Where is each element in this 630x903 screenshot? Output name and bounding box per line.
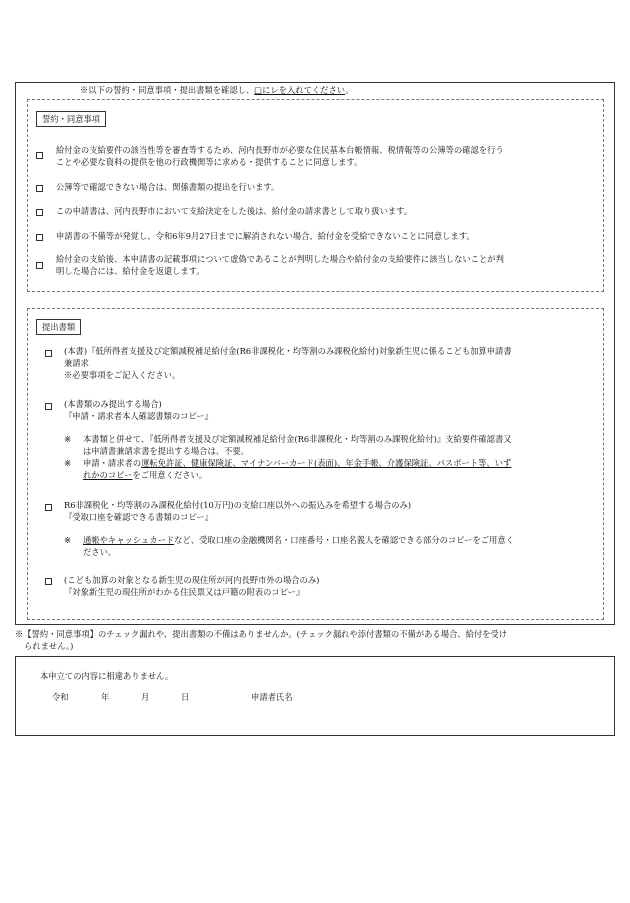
document-item-1-line1: (本書)『低所得者支援及び定額減税補足給付金(R6非課税化・均等割のみ課税化給付)対象新生児に係るこども加算申請書 xyxy=(64,346,512,356)
document-item-3-line1: R6非課税化・均等割のみ課税化給付(10万円)の支給口座以外への振込みを希望する場合のみ) xyxy=(64,500,412,510)
signature-statement: 本申立ての内容に相違ありません。 xyxy=(40,671,174,681)
document-checkbox-2[interactable] xyxy=(45,403,52,410)
consent-item-5 xyxy=(56,253,604,277)
document-item-3-note-line2: ださい。 xyxy=(83,547,117,558)
document-checkbox-3[interactable] xyxy=(45,504,52,511)
consent-item-1-line2: ことや必要な資料の提供を他の行政機関等に求める・提供することに同意します。 xyxy=(56,157,363,168)
document-item-4-line1: (こども加算の対象となる新生児の現住所が河内長野市外の場合のみ) xyxy=(64,575,320,585)
document-item-3-note-line1 xyxy=(83,534,603,546)
instruction-underlined: □にレを入れてください xyxy=(254,85,346,95)
consent-title: 誓約・同意事項 xyxy=(36,111,106,127)
document-item-4-line2: 『対象新生児の現住所がわかる住民票又は戸籍の附表のコピー』 xyxy=(64,587,305,598)
consent-item-1 xyxy=(56,144,604,168)
document-item-1-line2: 兼請求 xyxy=(64,358,89,369)
document-item-2-note-1 xyxy=(83,433,603,457)
note-mark-2a: ※ xyxy=(64,434,71,444)
document-item-2-line1: (本書類のみ提出する場合) xyxy=(64,399,162,409)
document-item-2-note-2a xyxy=(83,457,603,469)
applicant-name-label: 申請者氏名 xyxy=(251,692,293,702)
footnote-line2: られません。) xyxy=(24,641,74,652)
consent-item-3: この申請書は、河内長野市において支給決定をした後は、給付金の請求書として取り扱います。 xyxy=(56,206,413,216)
document-item-3-line2: 『受取口座を確認できる書類のコピー』 xyxy=(64,512,214,523)
document-item-1 xyxy=(64,345,602,381)
footnote-line1: ※【誓約・同意事項】のチェック漏れや、提出書類の不備はありませんか。(チェック漏れや添付書類の不備がある場合、給付を受け xyxy=(15,629,508,639)
document-item-2-note-2b xyxy=(83,469,603,481)
note-2a-underlined: 運転免許証、健康保険証、マイナンバーカード(表面)、年金手帳、介護保険証、パスポート等、いず xyxy=(141,458,512,468)
consent-item-4: 申請書の不備等が発覚し、令和6年9月27日までに解消されない場合、給付金を受給できないことに同意します。 xyxy=(56,231,475,241)
instruction-text xyxy=(80,84,353,96)
document-item-2-line2: 『申請・請求者本人確認書類のコピー』 xyxy=(64,411,214,422)
note-mark-3: ※ xyxy=(64,535,71,545)
document-item-3-note xyxy=(83,534,603,558)
note-mark-2b: ※ xyxy=(64,458,71,468)
document-item-2 xyxy=(64,398,602,422)
date-day-label: 日 xyxy=(181,692,190,702)
consent-item-5-line1: 給付金の支給後、本申請書の記載事項について虚偽であることが判明した場合や給付金の支給要件に該当しないことが判 xyxy=(56,254,504,264)
note-2b-underlined: れかのコピー xyxy=(83,470,133,481)
consent-checkbox-4[interactable] xyxy=(36,234,43,241)
consent-checkbox-3[interactable] xyxy=(36,209,43,216)
date-year-label: 年 xyxy=(101,692,110,702)
document-item-2-note-2 xyxy=(83,457,603,481)
note-2a-prefix: 申請・請求者の xyxy=(83,458,142,468)
consent-item-1-line1: 給付金の支給要件の該当性等を審査等するため、河内長野市が必要な住民基本台帳情報、税情報等の公簿等の確認を行う xyxy=(56,145,504,155)
consent-item-5-line2: 明した場合には、給付金を返還します。 xyxy=(56,266,205,277)
consent-item-2: 公簿等で確認できない場合は、関係書類の提出を行います。 xyxy=(56,182,280,192)
date-month-label: 月 xyxy=(141,692,150,702)
document-item-2-note-1b: は申請書兼請求書を提出する場合は、不要。 xyxy=(83,446,249,457)
instruction-after: 。 xyxy=(345,85,354,95)
footnote xyxy=(15,628,620,652)
note-2b-suffix: をご用意ください。 xyxy=(132,470,208,481)
consent-checkbox-5[interactable] xyxy=(36,262,43,269)
document-checkbox-1[interactable] xyxy=(45,350,52,357)
documents-title: 提出書類 xyxy=(36,319,81,335)
document-item-3 xyxy=(64,499,602,523)
document-item-1-line3: ※必要事項をご記入ください。 xyxy=(64,370,181,381)
instruction-before: ※以下の誓約・同意事項・提出書類を確認し、 xyxy=(80,85,255,95)
note-3-underlined: 通帳やキャッシュカード xyxy=(83,535,175,545)
consent-checkbox-2[interactable] xyxy=(36,185,43,192)
note-3-suffix: など、受取口座の金融機関名・口座番号・口座名義人を確認できる部分のコピーをご用意く xyxy=(174,535,514,545)
consent-checkbox-1[interactable] xyxy=(36,152,43,159)
document-item-4 xyxy=(64,574,602,598)
document-checkbox-4[interactable] xyxy=(45,578,52,585)
date-era: 令和 xyxy=(52,692,69,702)
document-item-2-note-1a: 本書類と併せて、『低所得者支援及び定額減税補足給付金(R6非課税化・均等割のみ課税化給付)』支給要件確認書又 xyxy=(83,434,512,444)
